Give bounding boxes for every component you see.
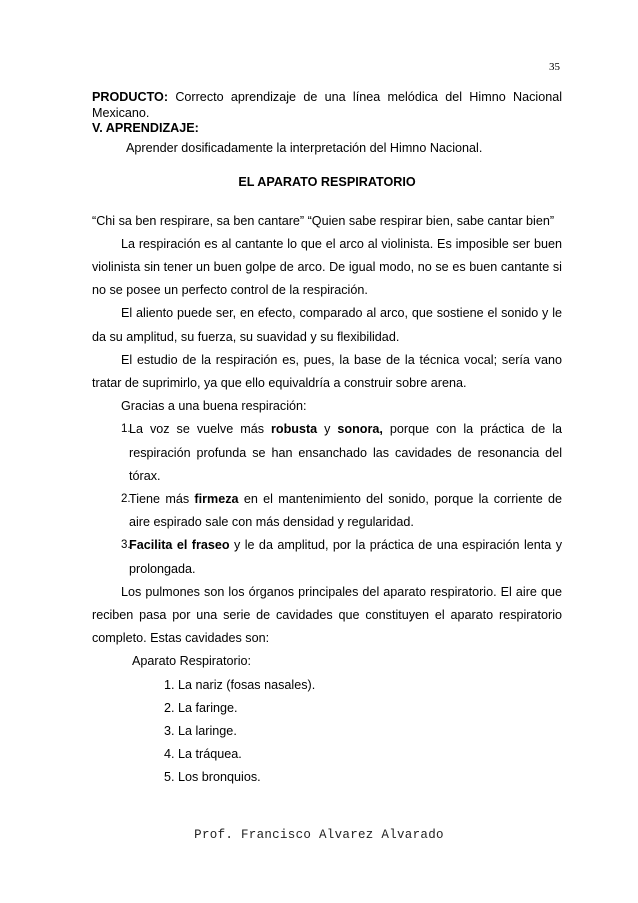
- benefit-text: y le da amplitud, por la práctica de una espiración lenta y prolongada.: [129, 538, 563, 576]
- aprendizaje-heading: V. APRENDIZAJE:: [92, 121, 199, 135]
- aprendizaje-text: Aprender dosificadamente la interpretación del Himno Nacional.: [126, 140, 483, 155]
- benefit-number: 1.: [121, 423, 131, 436]
- paragraph-3: El estudio de la respiración es, pues, la base de la técnica vocal; sería vano tratar de suprimirlo, ya que ello equivaldría a construir sobre arena.: [92, 352, 562, 390]
- page-footer: Prof. Francisco Alvarez Alvarado: [194, 828, 444, 842]
- benefit-bold-robusta: robusta: [270, 422, 318, 437]
- benefit-bold-fraseo: Facilita el fraseo: [129, 538, 230, 553]
- benefits-list: [92, 418, 562, 580]
- aparato-item: 3. La laringe.: [164, 723, 237, 738]
- benefit-text: Tiene más: [129, 491, 195, 506]
- pulmones-paragraph: Los pulmones son los órganos principales del aparato respiratorio. El aire que reciben pasa por una serie de cavidades que constituyen el aparato respiratorio completo. Estas cavidades son:: [92, 584, 562, 646]
- benefit-number: 3.: [121, 539, 131, 552]
- benefit-item-3: [92, 534, 562, 580]
- benefit-bold-sonora: sonora,: [337, 422, 383, 437]
- paragraph-2: El aliento puede ser, en efecto, comparado al arco, que sostiene el sonido y le da su amplitud, su fuerza, su suavidad y su flexibilidad.: [92, 306, 562, 344]
- aparato-item: 4. La tráquea.: [164, 747, 242, 762]
- aparato-label: Aparato Respiratorio:: [132, 654, 252, 669]
- aparato-item: 2. La faringe.: [164, 700, 238, 715]
- benefit-text: en el mantenimiento del sonido, porque la corriente de aire espirado sale con más densidad y regularidad.: [129, 491, 563, 530]
- benefit-text: porque con la práctica de la respiración profunda se han ensanchado las cavidades de resonancia del tórax.: [129, 422, 562, 483]
- aparato-item: 1. La nariz (fosas nasales).: [164, 677, 316, 692]
- benefit-text: La voz se vuelve más: [129, 422, 271, 437]
- quote-paragraph: “Chi sa ben respirare, sa ben cantare” “Quien sabe respirar bien, sabe cantar bien”: [92, 213, 555, 228]
- paragraph-4: Gracias a una buena respiración:: [121, 399, 307, 414]
- producto-text: Correcto aprendizaje de una línea melódica del Himno Nacional Mexicano.: [92, 90, 562, 120]
- page-number: 35: [549, 61, 560, 73]
- aparato-list: [92, 674, 562, 790]
- benefit-text: y: [317, 422, 338, 437]
- benefit-number: 2.: [121, 492, 131, 505]
- benefit-bold-firmeza: firmeza: [194, 491, 239, 506]
- benefit-item-1: [92, 418, 562, 488]
- document-body: [92, 90, 562, 790]
- paragraph-1: La respiración es al cantante lo que el arco al violinista. Es imposible ser buen violinista sin tener un buen golpe de arco. De igual modo, no se es buen cantante si no se posee un perfecto control de la respiración.: [92, 236, 562, 298]
- producto-line: [92, 90, 562, 121]
- section-title: EL APARATO RESPIRATORIO: [238, 174, 416, 189]
- benefit-item-2: [92, 488, 562, 534]
- aparato-item: 5. Los bronquios.: [164, 770, 261, 785]
- producto-label: PRODUCTO:: [92, 90, 169, 104]
